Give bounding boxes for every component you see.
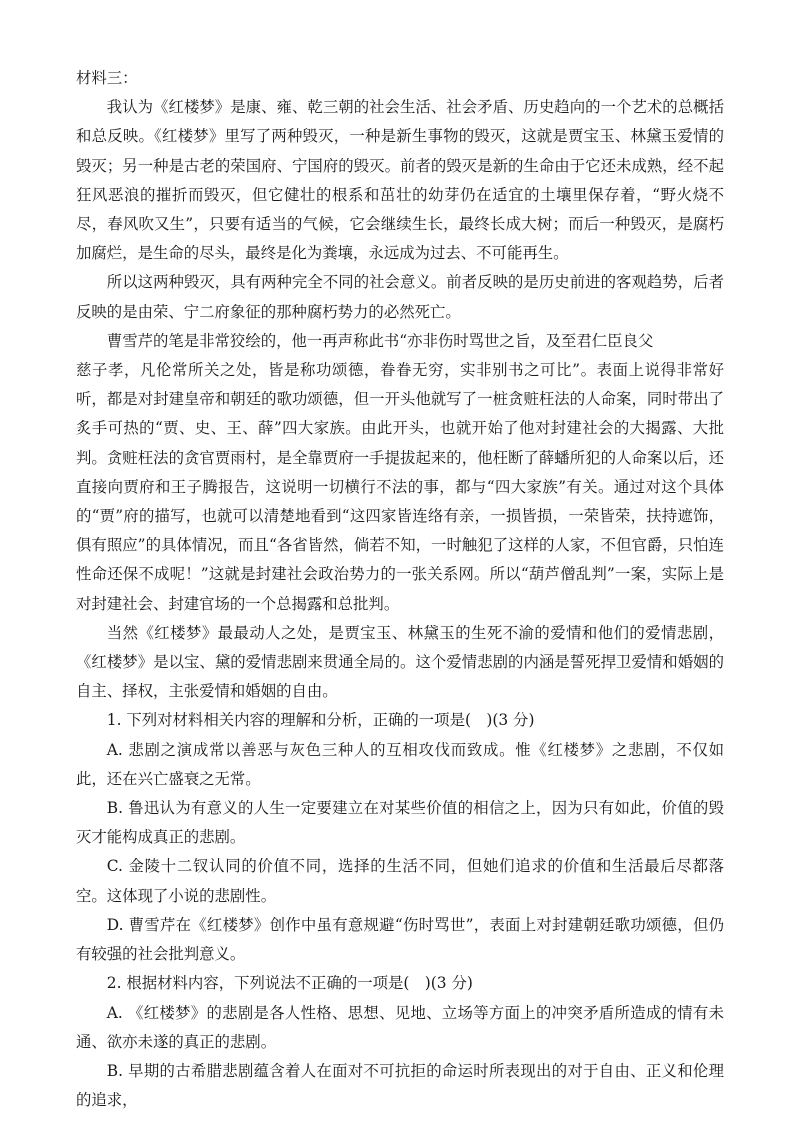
question-2-stem: 2. 根据材料内容，下列说法不正确的一项是( )(3 分)	[106, 974, 473, 993]
document-page	[76, 64, 724, 1115]
paragraph-4: 慈子孝，凡伦常所关之处，皆是称功颂德，眷眷无穷，实非别书之可比”。表面上说得非常好听，都是对封建皇帝和朝廷的歌功颂德，但一开头他就写了一桩贪赃枉法的人命案，同时带出了炙手可热的“贾、史、王、薛”四大家族。由此开头，也就开始了他对封建社会的大揭露、大批判。贪赃枉法的贪官贾雨村，是全靠贾府一手提拔起来的，他枉断了薛蟠所犯的人命案以后，还直接向贾府和王子腾报告，这说明一切横行不法的事，都与“四大家族”有关。通过对这个具体的“贾”府的描写，也就可以清楚地看到“这四家皆连络有亲，一损皆损，一荣皆荣，扶持遮饰，俱有照应”的具体情况，而且“各省皆然，倘若不知，一时触犯了这样的人家，不但官爵，只怕连性命还保不成呢！”这就是封建社会政治势力的一张关系网。所以“葫芦僧乱判”一案，实际上是对封建社会、封建官场的一个总揭露和总批判。	[76, 361, 724, 613]
section-heading: 材料三：	[76, 69, 138, 87]
question-1-option-b: B. 鲁迅认为有意义的人生一定要建立在对某些价值的相信之上，因为只有如此，价值的毁灭才能构成真正的悲剧。	[76, 799, 724, 847]
question-1-option-c: C. 金陵十二钗认同的价值不同，选择的生活不同，但她们追求的价值和生活最后尽都落空。这体现了小说的悲剧性。	[76, 857, 724, 905]
paragraph-3: 曹雪芹的笔是非常狡绘的，他一再声称此书“亦非伤时骂世之旨，及至君仁臣良父	[106, 331, 654, 350]
question-1-stem: 1. 下列对材料相关内容的理解和分析，正确的一项是( )(3 分)	[106, 711, 535, 730]
paragraph-2: 所以这两种毁灭，具有两种完全不同的社会意义。前者反映的是历史前进的客观趋势，后者反映的是由荣、宁二府象征的那种腐朽势力的必然死亡。	[76, 273, 724, 321]
paragraph-5: 当然《红楼梦》最最动人之处，是贾宝玉、林黛玉的生死不渝的爱情和他们的爱情悲剧，《红楼梦》是以宝、黛的爱情悲剧来贯通全局的。这个爱情悲剧的内涵是誓死捍卫爱情和婚姻的自主、择权，主张爱情和婚姻的自由。	[76, 623, 724, 701]
question-1-option-d: D. 曹雪芹在《红楼梦》创作中虽有意规避“伤时骂世”，表面上对封建朝廷歌功颂德，但仍有较强的社会批判意义。	[76, 915, 724, 964]
paragraph-1: 我认为《红楼梦》是康、雍、乾三朝的社会生活、社会矛盾、历史趋向的一个艺术的总概括和总反映。《红楼梦》里写了两种毁灭，一种是新生事物的毁灭，这就是贾宝玉、林黛玉爱情的毁灭；另一种是古老的荣国府、宁国府的毁灭。前者的毁灭是新的生命由于它还未成熟，经不起狂风恶浪的摧折而毁灭，但它健壮的根系和茁壮的幼芽仍在适宜的土壤里保存着，“野火烧不尽，春风吹又生”，只要有适当的气候，它会继续生长，最终长成大树；而后一种毁灭，是腐朽加腐烂，是生命的尽头，最终是化为粪壤，永远成为过去、不可能再生。	[76, 98, 724, 263]
question-2-option-a: A. 《红楼梦》的悲剧是各人性格、思想、见地、立场等方面上的冲突矛盾所造成的情有未通、欲亦未遂的真正的悲剧。	[76, 1003, 724, 1051]
question-1-option-a: A. 悲剧之演成常以善恶与灰色三种人的互相攻伐而致成。惟《红楼梦》之悲剧，不仅如此，还在兴亡盛衰之无常。	[76, 740, 724, 788]
question-2-option-b: B. 早期的古希腊悲剧蕴含着人在面对不可抗拒的命运时所表现出的对于自由、正义和伦理的追求，	[76, 1061, 724, 1110]
